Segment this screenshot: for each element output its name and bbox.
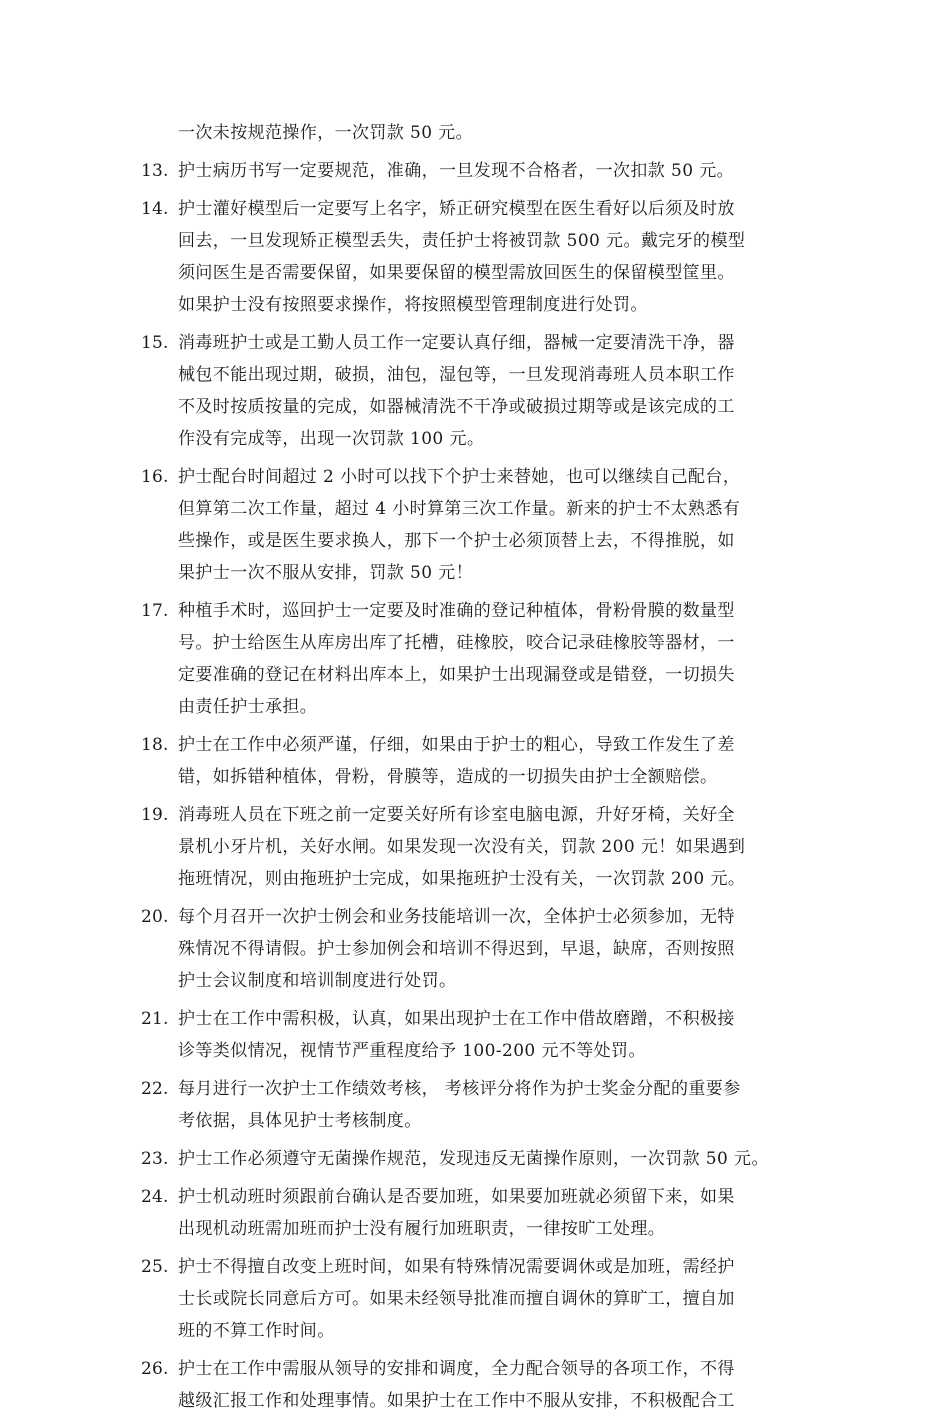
item-number: 22. [141,1079,169,1099]
item-number: 20. [141,907,169,927]
item-text [178,799,821,895]
list-item [141,1181,821,1245]
item-text-line: 消毒班人员在下班之前一定要关好所有诊室电脑电源，升好牙椅，关好全 [178,805,735,825]
item-text-line: 景机小牙片机，关好水闸。如果发现一次没有关，罚款 200 元！如果遇到 [178,837,746,857]
item-text-line: 种植手术时，巡回护士一定要及时准确的登记种植体，骨粉骨膜的数量型 [178,601,735,621]
item-text-line: 护士不得擅自改变上班时间，如果有特殊情况需要调休或是加班，需经护 [178,1257,735,1277]
item-text [178,1143,821,1175]
list-item [141,1003,821,1067]
item-text-line: 但算第二次工作量，超过 4 小时算第三次工作量。新来的护士不太熟悉有 [178,499,741,519]
list-item [141,799,821,895]
item-number: 23. [141,1149,169,1169]
item-text-line: 出现机动班需加班而护士没有履行加班职责，一律按旷工处理。 [178,1219,666,1239]
item-text [178,193,821,321]
item-text-line: 班的不算工作时间。 [178,1321,335,1341]
item-text-line: 护士在工作中必须严谨，仔细，如果由于护士的粗心，导致工作发生了差 [178,735,735,755]
item-text-line: 护士会议制度和培训制度进行处罚。 [178,971,457,991]
item-text-line: 回去，一旦发现矫正模型丢失，责任护士将被罚款 500 元。戴完牙的模型 [178,231,746,251]
item-text [178,1353,821,1417]
item-number: 16. [141,467,169,487]
item-number: 21. [141,1009,169,1029]
item-number: 19. [141,805,169,825]
item-number: 17. [141,601,169,621]
item-text-line: 作没有完成等，出现一次罚款 100 元。 [178,429,485,449]
item-text-line: 由责任护士承担。 [178,697,318,717]
item-number: 24. [141,1187,169,1207]
item-text-line: 越级汇报工作和处理事情。如果护士在工作中不服从安排，不积极配合工 [178,1391,735,1411]
item-text-line: 号。护士给医生从库房出库了托槽，硅橡胶，咬合记录硅橡胶等器材，一 [178,633,735,653]
item-text [178,1073,821,1137]
item-text [178,595,821,723]
list-item [141,461,821,589]
item-text-line: 如果护士没有按照要求操作，将按照模型管理制度进行处罚。 [178,295,648,315]
item-text-line: 错，如拆错种植体，骨粉，骨膜等，造成的一切损失由护士全额赔偿。 [178,767,718,787]
item-number: 15. [141,333,169,353]
list-item [141,595,821,723]
continuation-line: 一次未按规范操作，一次罚款 50 元。 [178,123,474,143]
list-item [141,1143,821,1175]
item-text [178,155,821,187]
list-item [141,155,821,187]
item-text-line: 每个月召开一次护士例会和业务技能培训一次，全体护士必须参加，无特 [178,907,735,927]
item-text-line: 护士机动班时须跟前台确认是否要加班，如果要加班就必须留下来，如果 [178,1187,735,1207]
rules-list [141,117,821,1417]
item-text-line: 护士灌好模型后一定要写上名字，矫正研究模型在医生看好以后须及时放 [178,199,735,219]
item-text-line: 护士在工作中需积极，认真，如果出现护士在工作中借故磨蹭，不积极接 [178,1009,735,1029]
item-number: 13. [141,161,169,181]
item-text-line: 须问医生是否需要保留，如果要保留的模型需放回医生的保留模型筐里。 [178,263,735,283]
item-number: 25. [141,1257,169,1277]
list-item [141,729,821,793]
list-item [141,1251,821,1347]
item-text [178,1251,821,1347]
list-item [141,193,821,321]
item-text-line: 诊等类似情况，视情节严重程度给予 100-200 元不等处罚。 [178,1041,646,1061]
item-text-line: 士长或院长同意后方可。如果未经领导批准而擅自调休的算旷工，擅自加 [178,1289,735,1309]
item-text-line: 些操作，或是医生要求换人，那下一个护士必须顶替上去，不得推脱，如 [178,531,735,551]
item-text-line: 护士病历书写一定要规范，准确，一旦发现不合格者，一次扣款 50 元。 [178,161,735,181]
item-text [178,729,821,793]
item-text-line: 护士配台时间超过 2 小时可以找下个护士来替她，也可以继续自己配台， [178,467,741,487]
item-text-line: 护士在工作中需服从领导的安排和调度，全力配合领导的各项工作，不得 [178,1359,735,1379]
item-text-line: 果护士一次不服从安排，罚款 50 元！ [178,563,474,583]
item-text [178,1181,821,1245]
item-text-line: 每月进行一次护士工作绩效考核， 考核评分将作为护士奖金分配的重要参 [178,1079,741,1099]
item-text-line: 护士工作必须遵守无菌操作规范，发现违反无菌操作原则，一次罚款 50 元。 [178,1149,769,1169]
item-text [178,901,821,997]
item-number: 14. [141,199,169,219]
list-item [141,901,821,997]
item-text [178,1003,821,1067]
item-number: 18. [141,735,169,755]
item-text [178,327,821,455]
item-text-line: 殊情况不得请假。护士参加例会和培训不得迟到，早退，缺席，否则按照 [178,939,735,959]
list-item [141,1353,821,1417]
item-text [178,461,821,589]
item-text-line: 定要准确的登记在材料出库本上，如果护士出现漏登或是错登，一切损失 [178,665,735,685]
list-item [141,1073,821,1137]
item-text-line: 械包不能出现过期，破损，油包，湿包等，一旦发现消毒班人员本职工作 [178,365,735,385]
item-text-line: 拖班情况，则由拖班护士完成，如果拖班护士没有关，一次罚款 200 元。 [178,869,746,889]
item-text-line: 不及时按质按量的完成，如器械清洗不干净或破损过期等或是该完成的工 [178,397,735,417]
list-item [141,327,821,455]
item-text-line: 消毒班护士或是工勤人员工作一定要认真仔细，器械一定要清洗干净，器 [178,333,735,353]
item-text-line: 考依据，具体见护士考核制度。 [178,1111,422,1131]
item-number: 26. [141,1359,169,1379]
